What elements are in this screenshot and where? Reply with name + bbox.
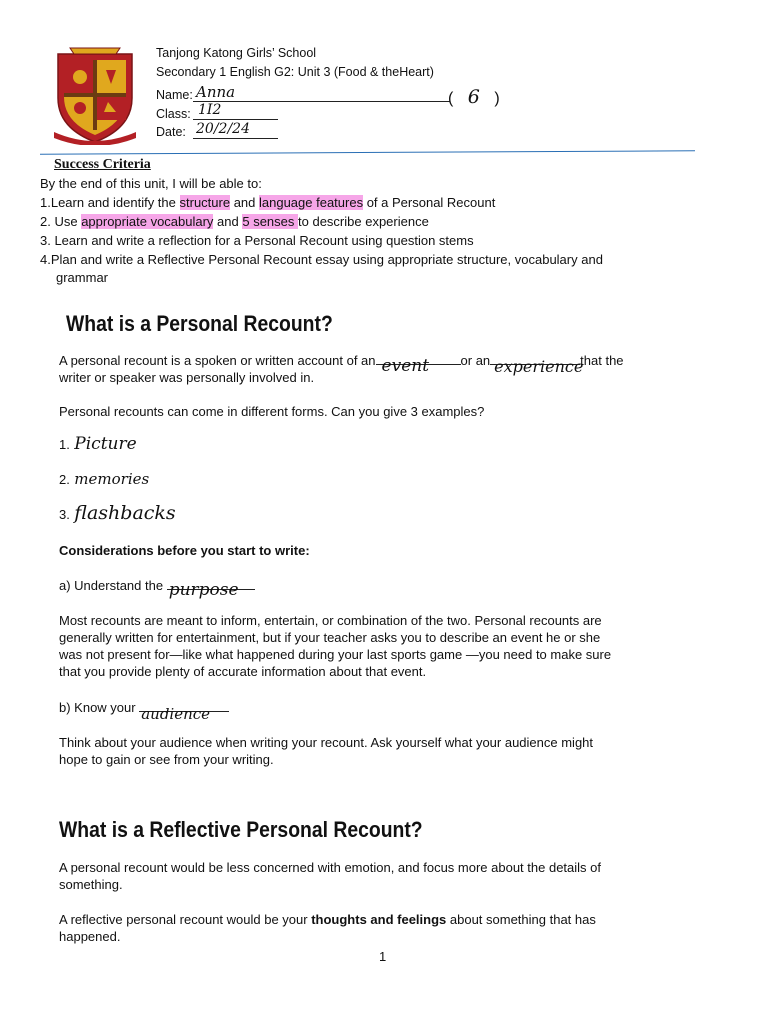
example-2: 2. memories [59,470,150,488]
index-field [448,86,500,108]
name-label: Name: [156,88,193,102]
index-value: 6 [467,86,480,108]
audience-value: audience [141,705,211,723]
class-label: Class: [156,107,191,121]
header-divider [40,150,695,154]
date-value: 20/2/24 [196,121,250,137]
reflective-paragraph-2: A reflective personal recount would be your thoughts and feelings about something that has happened. [59,912,596,944]
reflective-paragraph-1: A personal recount would be less concerned with emotion, and focus more about the details of something. [59,860,601,892]
criteria-item-2: 2. Use appropriate vocabulary and 5 senses to describe experience [40,214,429,229]
success-intro: By the end of this unit, I will be able to: [40,176,262,191]
name-line [193,101,450,102]
example-1: 1. Picture [59,434,137,454]
school-name: Tanjong Katong Girls’ School [156,46,317,60]
class-value: 1I2 [198,102,222,118]
criteria-item-4: 4.Plan and write a Reflective Personal Recount essay using appropriate structure, vocabulary and [40,252,603,267]
criteria-item-3: 3. Learn and write a reflection for a Personal Recount using question stems [40,233,474,248]
section-title-reflective-recount: What is a Reflective Personal Recount? [59,817,423,842]
date-label: Date: [156,125,186,139]
example-3: 3. flashbacks [59,502,176,524]
success-criteria-heading: Success Criteria [54,157,151,172]
section-title-personal-recount: What is a Personal Recount? [66,311,333,336]
date-line [193,138,278,139]
purpose-paragraph: Most recounts are meant to inform, entertain, or combination of the two. Personal recounts are generally written for entertainment, but if your teacher asks you to describe an event he or she was not present for—like what happened during your last sports game —you need to make sure that you provide plenty of accurate information about that event. [59,613,612,679]
index-open: ( [448,90,454,107]
purpose-value: purpose [168,580,239,600]
forms-question: Personal recounts can come in different forms. Can you give 3 examples? [59,404,485,419]
audience-paragraph: Think about your audience when writing your recount. Ask yourself what your audience might hope to gain or see from your writing. [59,735,594,767]
considerations-heading: Considerations before you start to write: [59,543,310,558]
purpose-line: a) Understand the purpose [59,577,255,594]
index-close: ) [494,90,500,107]
page-number: 1 [379,949,387,964]
blank-event: event [381,356,430,376]
course-title: Secondary 1 English G2: Unit 3 (Food & theHeart) [156,65,434,79]
name-value: Anna [196,83,236,101]
definition-paragraph: A personal recount is a spoken or written account of an event or an experience that the writer or speaker was personally involved in. [59,353,624,385]
criteria-item-1: 1.Learn and identify the structure and language features of a Personal Recount [40,195,496,210]
criteria-item-4-cont: grammar [56,270,109,285]
school-crest [50,40,140,145]
success-criteria-list [40,175,740,286]
audience-line: b) Know your audience [59,699,229,716]
blank-experience: experience [494,357,584,376]
class-line [193,119,278,120]
